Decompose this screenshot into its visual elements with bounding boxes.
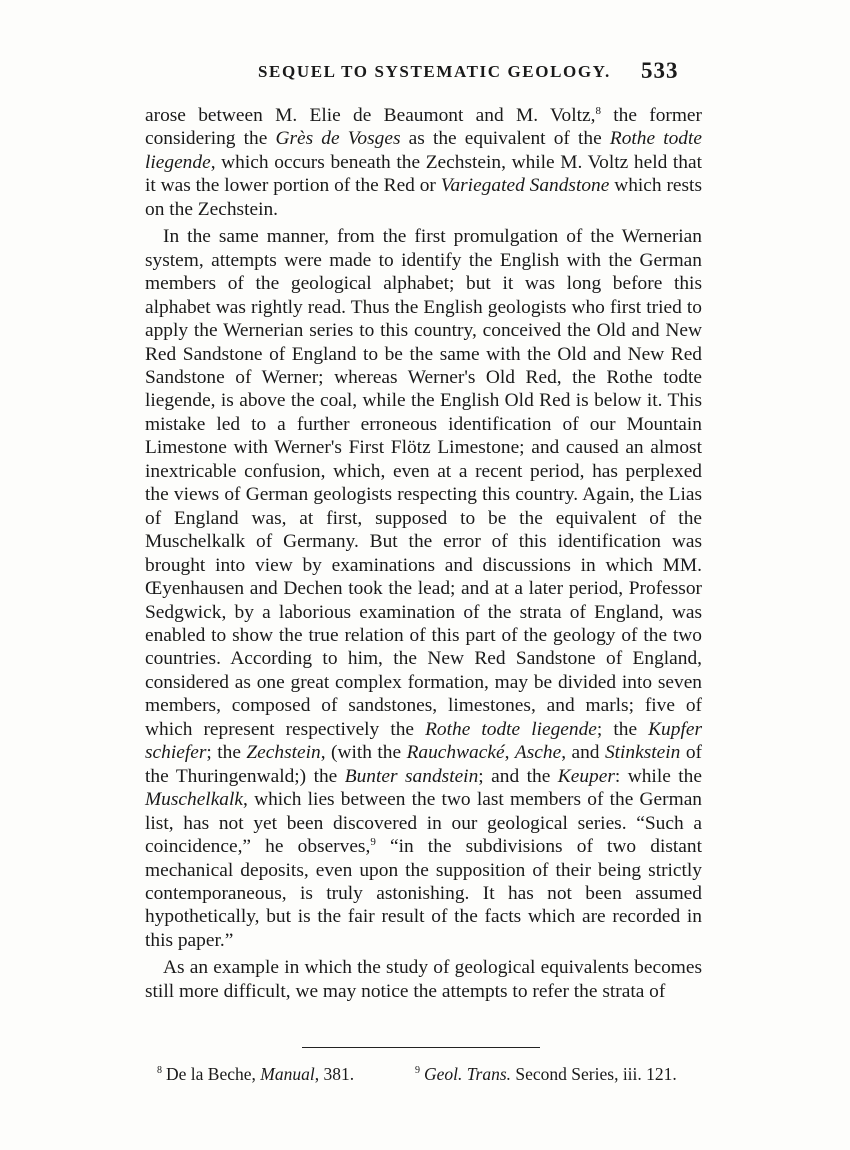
text-run: , (with the xyxy=(320,742,407,764)
text-run: , which lies between the two last members of the German list, has not yet been discovered in our geological series. “Such a coincidence,” he observes, xyxy=(145,789,702,858)
text-run: ; the xyxy=(596,718,649,740)
paragraph xyxy=(145,225,702,952)
paragraph xyxy=(145,956,702,1003)
italic-term: Geol. Trans. xyxy=(424,1064,512,1084)
italic-term: Zechstein xyxy=(246,742,321,764)
text-run: , xyxy=(504,742,515,764)
footnote-marker: 9 xyxy=(370,836,376,849)
footnote-marker: 8 xyxy=(157,1065,162,1076)
italic-term: Stinkstein xyxy=(604,742,681,764)
footnote-marker: 9 xyxy=(415,1065,420,1076)
text-run: ; and the xyxy=(478,765,558,787)
italic-term: Manual xyxy=(260,1064,315,1084)
text-run: as the equivalent of the xyxy=(400,128,610,150)
text-run: De la Beche, xyxy=(166,1064,261,1084)
text-run: “in the subdivisions of two distant mechanical deposits, even upon the supposition of their being strictly contemporaneous, is truly astonishing. It has not been assumed hypothetically, but is the fair result of the facts which are recorded in this paper.” xyxy=(145,836,702,951)
italic-term: Asche xyxy=(514,742,562,764)
footnote-marker: 8 xyxy=(595,105,601,117)
italic-term: Rauchwacké xyxy=(406,742,505,764)
text-run: Second Series, iii. 121. xyxy=(511,1064,677,1084)
page-number: 533 xyxy=(641,58,679,83)
italic-term: Grès de Vosges xyxy=(275,128,401,150)
text-run: , and xyxy=(561,742,605,764)
text-run: which rests on the Zechstein. xyxy=(145,175,702,220)
italic-term: Rothe todte liegende xyxy=(145,128,702,173)
page-header xyxy=(0,60,850,90)
text-run: In the same manner, from the first promulgation of the Wernerian system, attempts were made to identify the English with the German members of the geological alphabet; but it was long before this alphabet was rightly read. Thus the English geologists who first tried to apply the Wernerian series to this country, conceived the Old and New Red Sandstone of England to be the same with the Old and New Red Sandstone of Werner; whereas Werner's Old Red, the Rothe todte liegende, is above the coal, while the English Old Red is below it. This mistake led to a further erroneous identification of our Mountain Limestone with Werner's First Flötz Limestone; and caused an almost inextricable confusion, which, even at a recent period, has perplexed the views of German geologists respecting this country. Again, the Lias of England was, at first, supposed to be the equivalent of the Muschelkalk of Germany. But the error of this identification was brought into view by examinations and discussions in which MM. Œyenhausen and Dechen took the lead; and at a later period, Professor Sedgwick, by a laborious examination of the strata of England, was enabled to show the true relation of this part of the geology of the two countries. According to him, the New Red Sandstone of England, considered as one great complex formation, may be divided into seven members, composed of sandstones, limestones, and marls; five of which represent respectively the xyxy=(145,226,702,740)
footnote-9 xyxy=(415,1063,677,1085)
text-run: , which occurs beneath the Zechstein, while M. Voltz held that it was the lower portion of the Red or xyxy=(145,151,702,197)
text-run: ; the xyxy=(206,742,247,764)
text-run: of the Thuringenwald;) the xyxy=(145,742,702,787)
running-title: SEQUEL TO SYSTEMATIC GEOLOGY. xyxy=(258,62,611,81)
italic-term: Variegated Sandstone xyxy=(440,175,610,197)
paragraph xyxy=(145,104,702,221)
italic-term: Muschelkalk xyxy=(145,789,243,811)
italic-term: Bunter sandstein xyxy=(344,765,479,787)
italic-term: Keuper xyxy=(557,765,615,787)
footnote-8 xyxy=(157,1063,354,1085)
text-run: the former considering the xyxy=(145,105,702,150)
text-run: arose between M. Elie de Beaumont and M. Voltz, xyxy=(145,105,596,126)
footnote-rule xyxy=(302,1047,540,1048)
text-run: : while the xyxy=(614,765,702,787)
italic-term: Kupfer schiefer xyxy=(145,718,702,764)
text-run: As an example in which the study of geological equivalents becomes still more difficult, we may notice the attempts to refer the strata of xyxy=(145,957,702,1002)
body-text xyxy=(145,104,702,1003)
text-run: , 381. xyxy=(314,1064,355,1084)
italic-term: Rothe todte liegende xyxy=(425,718,597,740)
